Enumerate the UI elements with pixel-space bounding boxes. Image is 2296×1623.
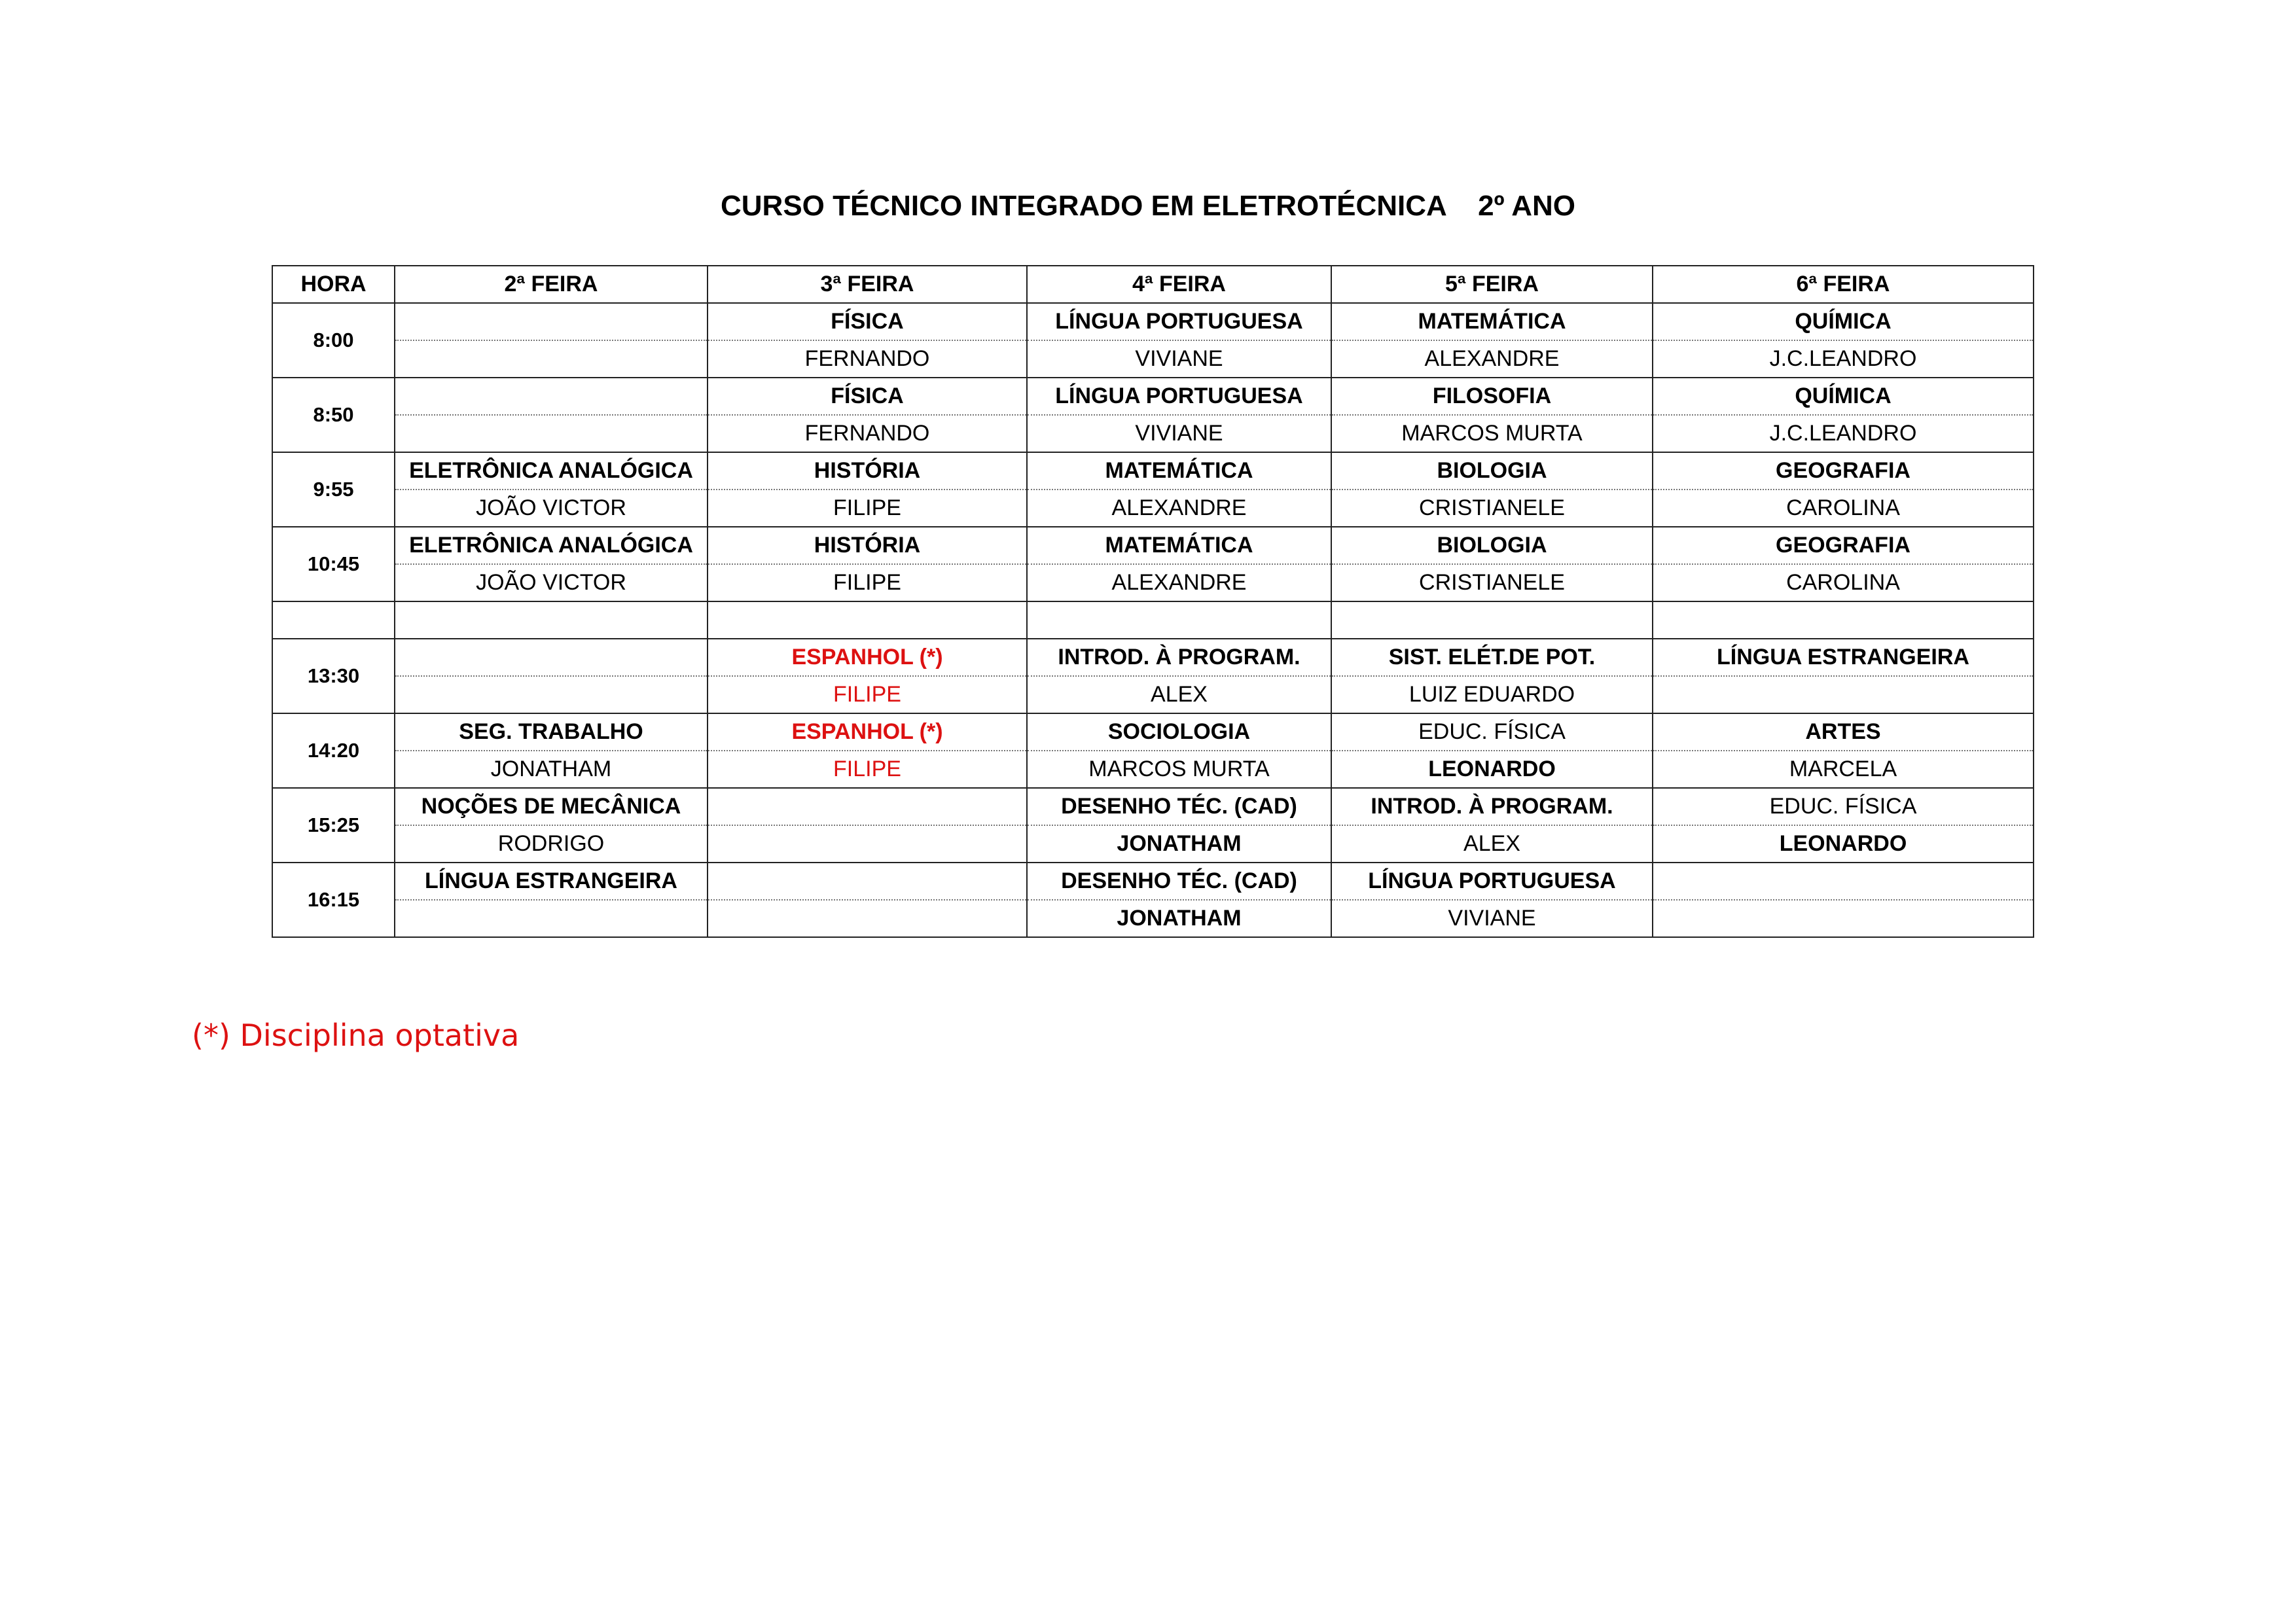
subject-cell: SEG. TRABALHO [395, 713, 708, 751]
subject-cell: QUÍMICA [1653, 303, 2034, 340]
subject-cell: ESPANHOL (*) [708, 713, 1027, 751]
subject-cell: QUÍMICA [1653, 378, 2034, 415]
teacher-cell: CRISTIANELE [1331, 564, 1653, 601]
subject-cell: FÍSICA [708, 303, 1027, 340]
empty-cell [395, 601, 708, 639]
subject-row [272, 788, 2034, 825]
teacher-cell: RODRIGO [395, 825, 708, 863]
subject-row [272, 378, 2034, 415]
header-row [272, 266, 2034, 303]
subject-cell: BIOLOGIA [1331, 452, 1653, 490]
teacher-cell: VIVIANE [1331, 900, 1653, 937]
time-cell: 14:20 [272, 713, 395, 788]
teacher-cell: ALEXANDRE [1027, 490, 1331, 527]
teacher-cell: JONATHAM [1027, 825, 1331, 863]
teacher-cell: FERNANDO [708, 415, 1027, 452]
teacher-row [272, 490, 2034, 527]
time-cell: 10:45 [272, 527, 395, 601]
teacher-row [272, 900, 2034, 937]
teacher-cell [1653, 676, 2034, 713]
teacher-row [272, 825, 2034, 863]
subject-cell: MATEMÁTICA [1331, 303, 1653, 340]
teacher-cell [395, 676, 708, 713]
teacher-cell [1653, 900, 2034, 937]
teacher-cell: FERNANDO [708, 340, 1027, 378]
subject-cell: GEOGRAFIA [1653, 452, 2034, 490]
teacher-cell: FILIPE [708, 490, 1027, 527]
subject-cell: GEOGRAFIA [1653, 527, 2034, 564]
teacher-cell: FILIPE [708, 751, 1027, 788]
schedule-table [272, 265, 2034, 938]
header-hora: HORA [272, 266, 395, 303]
subject-cell: MATEMÁTICA [1027, 452, 1331, 490]
subject-row [272, 452, 2034, 490]
subject-cell: LÍNGUA PORTUGUESA [1331, 863, 1653, 900]
subject-cell: FILOSOFIA [1331, 378, 1653, 415]
teacher-cell [395, 900, 708, 937]
subject-row [272, 527, 2034, 564]
time-cell: 8:00 [272, 303, 395, 378]
teacher-cell [395, 415, 708, 452]
teacher-cell: LUIZ EDUARDO [1331, 676, 1653, 713]
header-thursday: 5ª FEIRA [1331, 266, 1653, 303]
subject-cell [395, 378, 708, 415]
subject-cell: BIOLOGIA [1331, 527, 1653, 564]
teacher-row [272, 340, 2034, 378]
teacher-cell: CAROLINA [1653, 490, 2034, 527]
teacher-row [272, 751, 2034, 788]
break-row [272, 601, 2034, 639]
subject-cell: EDUC. FÍSICA [1653, 788, 2034, 825]
teacher-cell [708, 825, 1027, 863]
subject-cell [395, 303, 708, 340]
subject-cell: LÍNGUA PORTUGUESA [1027, 303, 1331, 340]
teacher-cell: J.C.LEANDRO [1653, 415, 2034, 452]
teacher-cell: ALEX [1331, 825, 1653, 863]
subject-cell: DESENHO TÉC. (CAD) [1027, 863, 1331, 900]
subject-cell: ESPANHOL (*) [708, 639, 1027, 676]
teacher-cell: LEONARDO [1653, 825, 2034, 863]
subject-cell: LÍNGUA ESTRANGEIRA [395, 863, 708, 900]
subject-cell: INTROD. À PROGRAM. [1331, 788, 1653, 825]
teacher-cell: LEONARDO [1331, 751, 1653, 788]
header-monday: 2ª FEIRA [395, 266, 708, 303]
empty-cell [1653, 601, 2034, 639]
time-cell: 13:30 [272, 639, 395, 713]
teacher-cell: MARCOS MURTA [1027, 751, 1331, 788]
subject-cell: DESENHO TÉC. (CAD) [1027, 788, 1331, 825]
time-cell: 15:25 [272, 788, 395, 863]
empty-cell [1027, 601, 1331, 639]
page-title: CURSO TÉCNICO INTEGRADO EM ELETROTÉCNICA 2º ANO [721, 190, 1575, 222]
time-cell: 9:55 [272, 452, 395, 527]
subject-cell [395, 639, 708, 676]
teacher-cell: FILIPE [708, 676, 1027, 713]
subject-cell: SIST. ELÉT.DE POT. [1331, 639, 1653, 676]
subject-cell: LÍNGUA ESTRANGEIRA [1653, 639, 2034, 676]
subject-row [272, 303, 2034, 340]
teacher-cell [708, 900, 1027, 937]
subject-cell [1653, 863, 2034, 900]
subject-cell: EDUC. FÍSICA [1331, 713, 1653, 751]
teacher-cell: ALEXANDRE [1027, 564, 1331, 601]
empty-cell [1331, 601, 1653, 639]
time-cell: 8:50 [272, 378, 395, 452]
teacher-cell: CAROLINA [1653, 564, 2034, 601]
subject-row [272, 639, 2034, 676]
teacher-row [272, 415, 2034, 452]
subject-cell: ELETRÔNICA ANALÓGICA [395, 527, 708, 564]
header-wednesday: 4ª FEIRA [1027, 266, 1331, 303]
subject-cell: HISTÓRIA [708, 527, 1027, 564]
subject-cell: INTROD. À PROGRAM. [1027, 639, 1331, 676]
subject-cell: LÍNGUA PORTUGUESA [1027, 378, 1331, 415]
subject-cell: ELETRÔNICA ANALÓGICA [395, 452, 708, 490]
teacher-cell: JONATHAM [1027, 900, 1331, 937]
teacher-row [272, 564, 2034, 601]
teacher-cell: VIVIANE [1027, 415, 1331, 452]
teacher-cell: J.C.LEANDRO [1653, 340, 2034, 378]
subject-cell [708, 863, 1027, 900]
teacher-cell: JONATHAM [395, 751, 708, 788]
teacher-cell: JOÃO VICTOR [395, 490, 708, 527]
subject-cell [708, 788, 1027, 825]
subject-cell: NOÇÕES DE MECÂNICA [395, 788, 708, 825]
teacher-cell: FILIPE [708, 564, 1027, 601]
header-friday: 6ª FEIRA [1653, 266, 2034, 303]
subject-cell: FÍSICA [708, 378, 1027, 415]
empty-cell [272, 601, 395, 639]
header-tuesday: 3ª FEIRA [708, 266, 1027, 303]
teacher-cell: ALEXANDRE [1331, 340, 1653, 378]
teacher-cell: MARCOS MURTA [1331, 415, 1653, 452]
schedule-body [272, 303, 2034, 937]
subject-row [272, 863, 2034, 900]
subject-cell: HISTÓRIA [708, 452, 1027, 490]
time-cell: 16:15 [272, 863, 395, 937]
subject-row [272, 713, 2034, 751]
subject-cell: SOCIOLOGIA [1027, 713, 1331, 751]
subject-cell: MATEMÁTICA [1027, 527, 1331, 564]
subject-cell: ARTES [1653, 713, 2034, 751]
optional-note: (*) Disciplina optativa [192, 1018, 520, 1053]
teacher-cell [395, 340, 708, 378]
teacher-cell: CRISTIANELE [1331, 490, 1653, 527]
teacher-cell: ALEX [1027, 676, 1331, 713]
teacher-cell: VIVIANE [1027, 340, 1331, 378]
teacher-cell: MARCELA [1653, 751, 2034, 788]
empty-cell [708, 601, 1027, 639]
teacher-row [272, 676, 2034, 713]
teacher-cell: JOÃO VICTOR [395, 564, 708, 601]
